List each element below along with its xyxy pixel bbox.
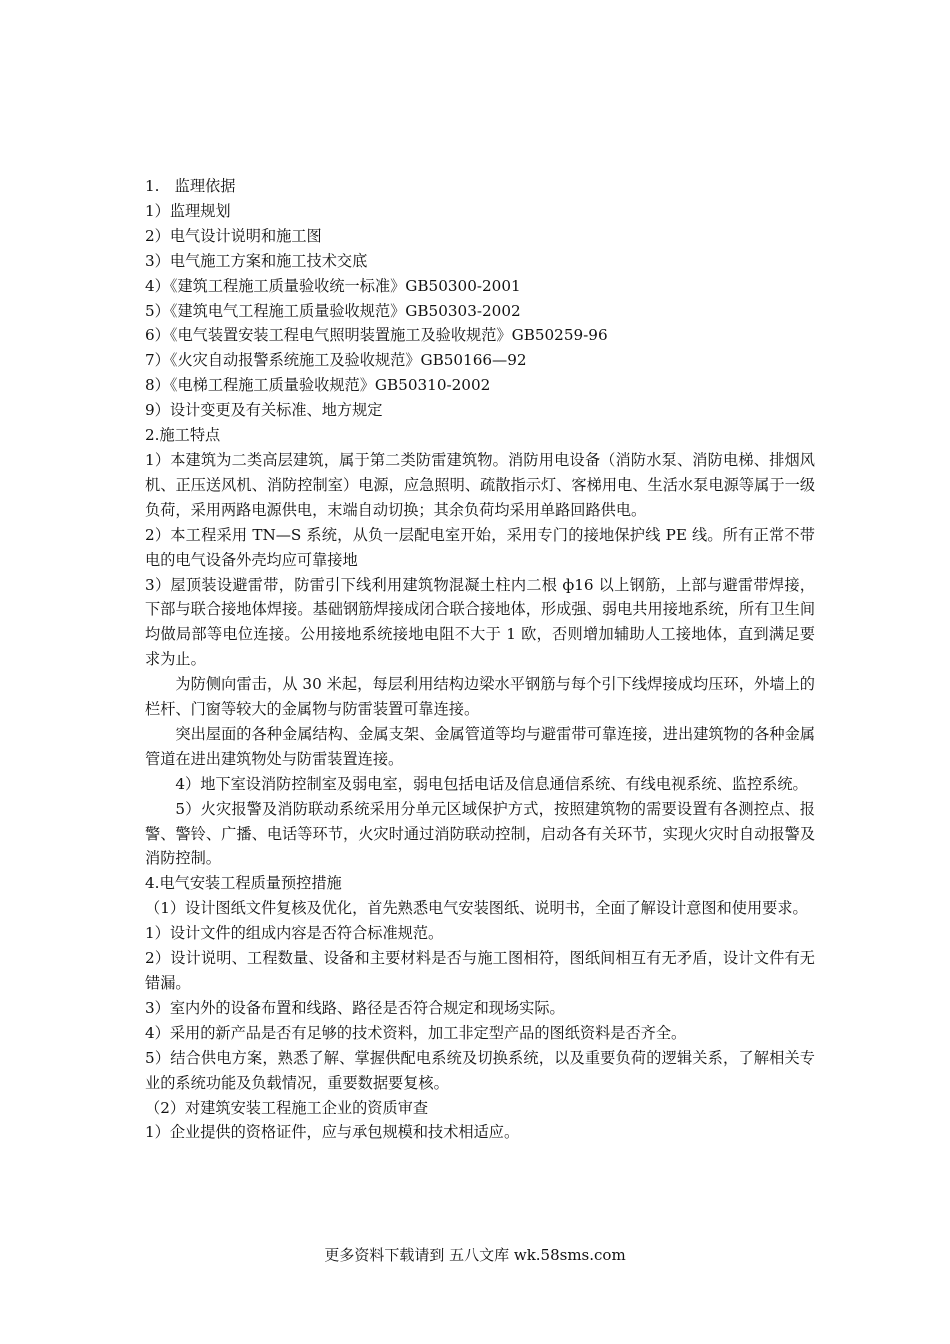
paragraph: 2）本工程采用 TN—S 系统，从负一层配电室开始，采用专门的接地保护线 PE 线。所有正常不带电的电气设备外壳均应可靠接地 bbox=[145, 525, 815, 569]
paragraph: 1）监理规划 bbox=[145, 201, 231, 220]
paragraph: 4）采用的新产品是否有足够的技术资料，加工非定型产品的图纸资料是否齐全。 bbox=[145, 1023, 687, 1042]
paragraph: 3）屋顶装设避雷带，防雷引下线利用建筑物混凝土柱内二根 ф16 以上钢筋，上部与避雷带焊接，下部与联合接地体焊接。基础钢筋焊接成闭合联合接地体，形成强、弱电共用接地系统，所有卫生间均做局部等电位连接。公用接地系统接地电阻不大于 1 欧，否则增加辅助人工接地体，直到满足要求为止。 bbox=[145, 575, 815, 669]
paragraph: 为防侧向雷击，从 30 米起，每层利用结构边梁水平钢筋与每个引下线焊接成均压环，外墙上的栏杆、门窗等较大的金属物与防雷装置可靠连接。 bbox=[145, 675, 815, 719]
paragraph: 3）电气施工方案和施工技术交底 bbox=[145, 251, 368, 270]
paragraph: 7）《火灾自动报警系统施工及验收规范》GB50166—92 bbox=[145, 351, 527, 370]
paragraph: 1）本建筑为二类高层建筑，属于第二类防雷建筑物。消防用电设备（消防水泵、消防电梯、排烟风机、正压送风机、消防控制室）电源，应急照明、疏散指示灯、客梯用电、生活水泵电源等属于一级负荷，采用两路电源供电，末端自动切换；其余负荷均采用单路回路供电。 bbox=[145, 450, 815, 519]
paragraph: 9）设计变更及有关标准、地方规定 bbox=[145, 401, 383, 420]
paragraph: 2）设计说明、工程数量、设备和主要材料是否与施工图相符，图纸间相互有无矛盾，设计文件有无错漏。 bbox=[145, 949, 815, 992]
paragraph: 8）《电梯工程施工质量验收规范》GB50310-2002 bbox=[145, 376, 491, 395]
paragraph: 1）设计文件的组成内容是否符合标准规范。 bbox=[145, 924, 444, 943]
paragraph: 3）室内外的设备布置和线路、路径是否符合规定和现场实际。 bbox=[145, 998, 565, 1017]
paragraph: 突出屋面的各种金属结构、金属支架、金属管道等均与避雷带可靠连接，进出建筑物的各种金属管道在进出建筑物处与防雷装置连接。 bbox=[145, 724, 815, 768]
paragraph: 1）企业提供的资格证件，应与承包规模和技术相适应。 bbox=[145, 1123, 520, 1142]
paragraph: 5）火灾报警及消防联动系统采用分单元区域保护方式，按照建筑物的需要设置有各测控点、报警、警铃、广播、电话等环节，火灾时通过消防联动控制，启动各有关环节，实现火灾时自动报警及消防控制。 bbox=[145, 799, 815, 868]
paragraph: 4）《建筑工程施工质量验收统一标准》GB50300-2001 bbox=[145, 276, 521, 295]
paragraph: 6）《电气装置安装工程电气照明装置施工及验收规范》GB50259-96 bbox=[145, 326, 608, 345]
paragraph: 5）结合供电方案，熟悉了解、掌握供配电系统及切换系统，以及重要负荷的逻辑关系，了解相关专业的系统功能及负载情况，重要数据要复核。 bbox=[145, 1048, 815, 1092]
paragraph: 5）《建筑电气工程施工质量验收规范》GB50303-2002 bbox=[145, 301, 521, 320]
paragraph: （1）设计图纸文件复核及优化，首先熟悉电气安装图纸、说明书，全面了解设计意图和使用要求。 bbox=[145, 899, 808, 918]
paragraph: 4.电气安装工程质量预控措施 bbox=[145, 874, 342, 893]
paragraph: 4）地下室设消防控制室及弱电室，弱电包括电话及信息通信系统、有线电视系统、监控系统。 bbox=[175, 774, 808, 793]
footer-text: 更多资料下载请到 五八文库 wk.58sms.com bbox=[324, 1246, 626, 1264]
paragraph: 2）电气设计说明和施工图 bbox=[145, 226, 322, 245]
document-body bbox=[145, 174, 815, 1145]
paragraph: （2）对建筑安装工程施工企业的资质审查 bbox=[145, 1098, 429, 1117]
paragraph: 2.施工特点 bbox=[145, 426, 221, 445]
paragraph: 1. 监理依据 bbox=[145, 177, 236, 195]
